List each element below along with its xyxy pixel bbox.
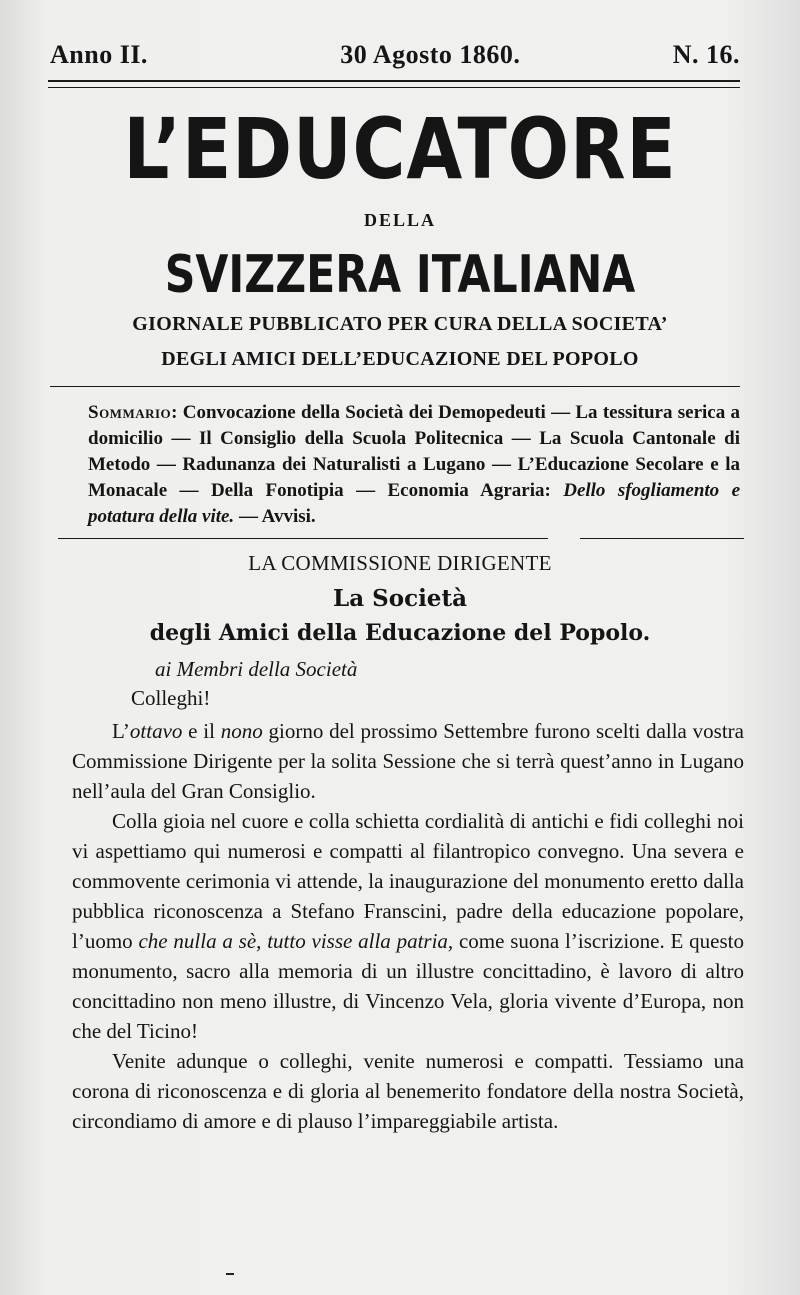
p1-ottavo: ottavo [129,719,183,743]
p1-part-c: giorno del prossimo Settembre furono scelti dalla vostra Commissione Dirigente per la solita Sessione che si terrà quest’anno in Lugano nell’aula del Gran Consiglio. [72,719,744,803]
masthead-rule [48,80,740,88]
summary-lead: Sommario [88,402,172,423]
paragraph-1 [72,716,744,806]
p1-part-b: e il [182,719,221,743]
p2-inscription: che nulla a sè, tutto visse alla patria, [138,929,454,953]
p1-nono: nono [220,719,263,743]
page-mark [226,1273,234,1275]
newspaper-subtitle: SVIZZERA ITALIANA [164,245,636,305]
paragraph-3: Venite adunque o colleghi, venite numerosi e compatti. Tessiamo una corona di riconoscenza e di gloria al benemerito fondatore della nostra Società, circondiamo di amore e di plauso l’impareggiabile artista. [72,1049,744,1133]
tagline-line-1: GIORNALE PUBBLICATO PER CURA DELLA SOCIETA’ [132,313,668,335]
summary-italic: Dello sfogliamento e potatura della vite. [88,480,741,527]
summary-block [88,400,740,530]
summary-tail: — Avvisi. [234,506,316,527]
title-della: DELLA [363,210,436,230]
issue-date: 30 Agosto 1860. [340,40,521,69]
article-heading-commission: LA COMMISSIONE DIRIGENTE [248,551,552,575]
header-rule [50,386,740,387]
p2-part-b: come suona l’iscrizione. E questo monumento, sacro alla memoria di un illustre concittadino, è lavoro di altro concittadino non meno illustre, di Vincenzo Vela, gloria vivente d’Europa, non che del Ticino! [72,929,744,1043]
paragraph-2 [72,806,744,1046]
p1-part-a: L’ [112,719,130,743]
tagline-line-2: DEGLI AMICI DELL’EDUCAZIONE DEL POPOLO [161,348,639,370]
p2-part-a: Colla gioia nel cuore e colla schietta cordialità di antichi e fidi colleghi noi vi aspettiamo qui numerosi e compatti al filantropico convegno. Una severa e commovente cerimonia vi attende, la inaugurazione del monumento eretto dalla pubblica riconoscenza a Stefano Franscini, padre della educazione popolare, l’uomo [72,809,744,953]
masthead-line [50,40,740,70]
summary-rule-right [580,538,744,539]
issue-year: Anno II. [50,40,148,69]
article-heading-society: La Società [333,585,467,612]
summary-rule-left [58,538,548,539]
summary-text: : Convocazione della Società dei Demopedeuti — La tessitura serica a domicilio — Il Consiglio della Scuola Politecnica — La Scuola Cantonale di Metodo — Radunanza dei Naturalisti a Lugano — L’Educazione Secolare e la Monacale — Della Fonotipia — Economia Agraria: [88,402,740,501]
article-salutation: Colleghi! [131,686,211,710]
newspaper-title: L’EDUCATORE [123,100,677,198]
article-address: ai Membri della Società [155,657,358,681]
article-heading-friends: degli Amici della Educazione del Popolo. [149,620,651,646]
issue-number: N. 16. [672,40,740,69]
article-body [72,716,744,1136]
